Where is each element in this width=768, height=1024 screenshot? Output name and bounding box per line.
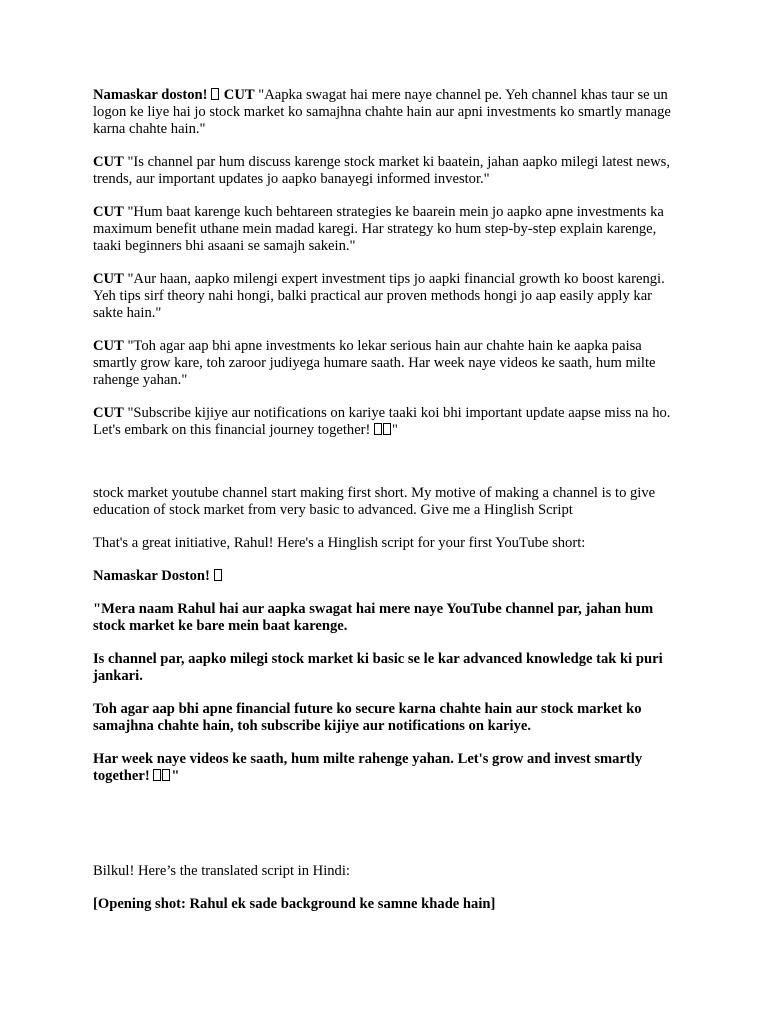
- script-paragraph-2: [93, 154, 673, 188]
- paragraph-text: "Aur haan, aapko milengi expert investment tips jo aapki financial growth ko boost karengi. Yeh tips sirf theory nahi hongi, balki practical aur proven methods hongi jo aap easily apply kar sakte hain.": [93, 271, 665, 321]
- script-paragraph-5: [93, 338, 673, 389]
- user-prompt-paragraph: stock market youtube channel start making first short. My motive of making a channel is to give education of stock market from very basic to advanced. Give me a Hinglish Script: [93, 485, 656, 518]
- reply-paragraph: That's a great initiative, Rahul! Here's a Hinglish script for your first YouTube short:: [93, 535, 586, 551]
- greeting-text: Namaskar Doston!: [93, 568, 210, 584]
- missing-glyph-icon: [383, 423, 391, 435]
- script-line-2: Is channel par, aapko milegi stock market ki basic se le kar advanced knowledge tak ki puri jankari.: [93, 651, 663, 684]
- spacer: [93, 455, 673, 485]
- paragraph-text: "Subscribe kijiye aur notifications on kariye taaki koi bhi important update aapse miss na ho. Let's embark on this financial journey together!: [93, 405, 671, 438]
- missing-glyph-icon: [374, 423, 382, 435]
- script-line-4: [93, 751, 673, 785]
- script-line-3: Toh agar aap bhi apne financial future ko secure karna chahte hain aur stock market ko samajhna chahte hain, toh subscribe kijiye aur notifications on kariye.: [93, 701, 642, 734]
- quote-mark: ": [171, 768, 180, 784]
- script-greeting: [93, 568, 673, 585]
- cut-label: CUT: [93, 271, 124, 287]
- missing-glyph-icon: [214, 569, 222, 581]
- script-paragraph-1: [93, 87, 673, 138]
- document-page: [93, 87, 673, 929]
- cut-label: CUT: [93, 204, 124, 220]
- script-line-1: "Mera naam Rahul hai aur aapka swagat hai mere naye YouTube channel par, jahan hum stock market ke bare mein baat karenge.: [93, 601, 654, 634]
- spacer: [93, 801, 673, 863]
- paragraph-text: "Hum baat karenge kuch behtareen strategies ke baarein mein jo aapko apne investments ka maximum benefit uthane mein madad karegi. Har strategy ko hum step-by-step explain karenge, taaki beginners bhi asaani se samajh sakein.": [93, 204, 664, 254]
- greeting-bold: Namaskar doston!: [93, 87, 208, 103]
- script-paragraph-6: [93, 405, 673, 439]
- missing-glyph-icon: [153, 769, 161, 781]
- translation-intro: Bilkul! Here’s the translated script in Hindi:: [93, 863, 350, 879]
- cut-label: CUT: [93, 154, 124, 170]
- cut-label: CUT: [93, 405, 124, 421]
- paragraph-text: "Toh agar aap bhi apne investments ko lekar serious hain aur chahte hain ke aapka paisa smartly grow kare, toh zaroor judiyega humare saath. Har week naye videos ke saath, hum milte rahenge yahan.": [93, 338, 656, 388]
- script-paragraph-4: [93, 271, 673, 322]
- paragraph-text: "Is channel par hum discuss karenge stock market ki baatein, jahan aapko milegi latest news, trends, aur important updates jo aapko banayegi informed investor.": [93, 154, 670, 187]
- opening-shot-direction: [Opening shot: Rahul ek sade background ke samne khade hain]: [93, 896, 496, 912]
- script-paragraph-3: [93, 204, 673, 255]
- cut-label: CUT: [223, 87, 255, 103]
- cut-label: CUT: [93, 338, 124, 354]
- line-text: Har week naye videos ke saath, hum milte rahenge yahan. Let's grow and invest smartly together!: [93, 751, 643, 784]
- missing-glyph-icon: [162, 769, 170, 781]
- quote-mark: ": [392, 422, 399, 438]
- missing-glyph-icon: [211, 88, 219, 100]
- paragraph-text: "Aapka swagat hai mere naye channel pe. Yeh channel khas taur se un logon ke liye hai jo stock market ko samajhna chahte hain aur apni investments ko smartly manage karna chahte hain.": [93, 87, 671, 137]
